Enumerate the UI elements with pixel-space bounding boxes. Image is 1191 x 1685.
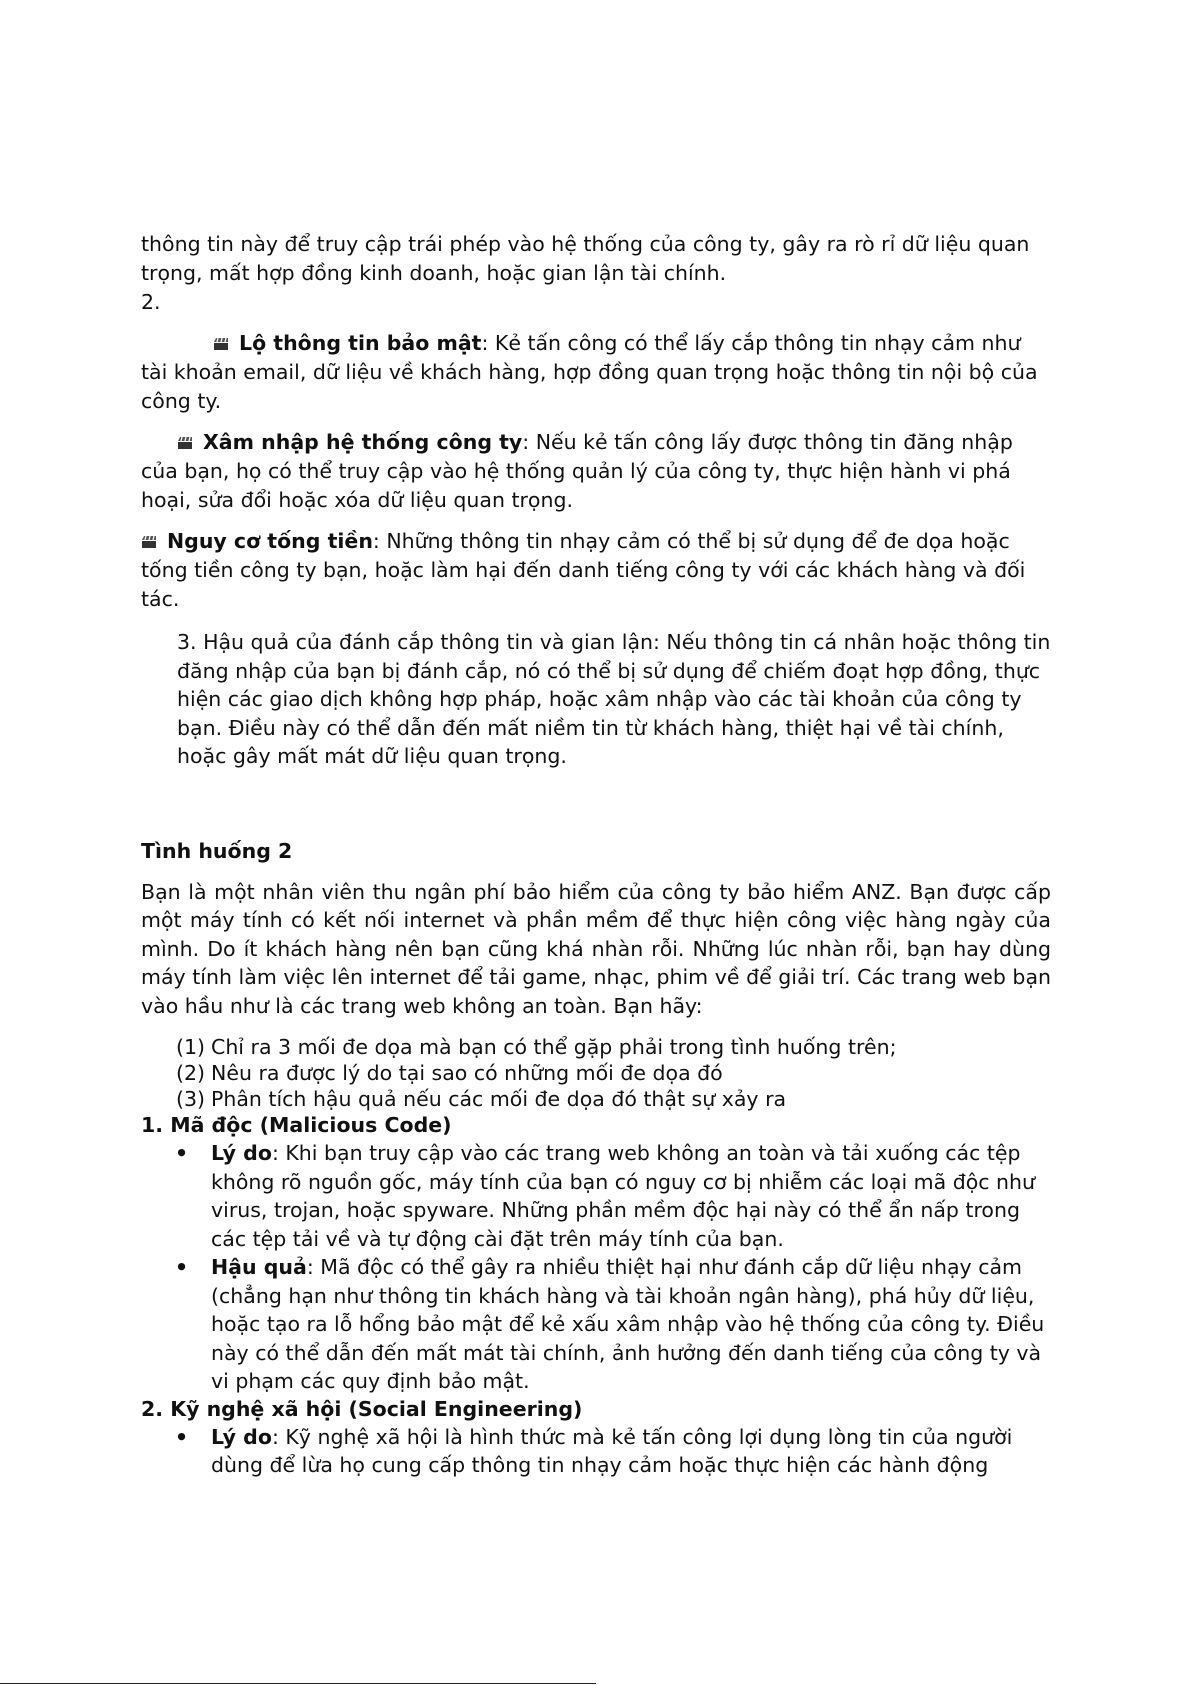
bullet-icon: •: [175, 1141, 189, 1165]
bullet-list: [141, 1423, 1051, 1480]
clapperboard-icon: [177, 436, 193, 450]
list-item: (3) Phân tích hậu quả nếu các mối đe dọa đó thật sự xảy ra: [176, 1087, 787, 1111]
list-item: (2) Nêu ra được lý do tại sao có những mối đe dọa đó: [176, 1061, 723, 1085]
impact-item-extortion: [141, 527, 1051, 614]
question-list: [141, 1034, 1051, 1112]
impact-text: : Kẻ tấn công có thể lấy cắp thông tin nhạy cảm như tài khoản email, dữ liệu về khách hàng, hợp đồng quan trọng hoặc thông tin nội bộ của công ty.: [141, 331, 1038, 413]
clapperboard-icon: [141, 535, 157, 549]
impact-title: Nguy cơ tống tiền: [167, 529, 373, 553]
bullet-icon: •: [175, 1255, 189, 1279]
scenario-heading: Tình huống 2: [141, 838, 293, 863]
consequence-item-3: 3. Hậu quả của đánh cắp thông tin và gian lận: Nếu thông tin cá nhân hoặc thông tin đăng nhập của bạn bị đánh cắp, nó có thể bị sử dụng để chiếm đoạt hợp đồng, thực hiện các giao dịch không hợp pháp, hoặc xâm nhập vào các tài khoản của công ty bạn. Điều này có thể dẫn đến mất niềm tin từ khách hàng, thiệt hại về tài chính, hoặc gây mất mát dữ liệu quan trọng.: [177, 630, 1051, 768]
impact-title: Xâm nhập hệ thống công ty: [203, 430, 523, 454]
impact-text: : Những thông tin nhạy cảm có thể bị sử dụng để đe dọa hoặc tống tiền công ty bạn, hoặc làm hại đến danh tiếng công ty với các khách hàng và đối tác.: [141, 529, 1026, 611]
impact-item-data-leak: [141, 329, 1051, 416]
list-item: (1) Chỉ ra 3 mối đe dọa mà bạn có thể gặp phải trong tình huống trên;: [176, 1035, 897, 1059]
impact-text: : Nếu kẻ tấn công lấy được thông tin đăng nhập của bạn, họ có thể truy cập vào hệ thống quản lý của công ty, thực hiện hành vi phá hoại, sửa đổi hoặc xóa dữ liệu quan trọng.: [141, 430, 1013, 512]
list-item: • Lý do: Kỹ nghệ xã hội là hình thức mà kẻ tấn công lợi dụng lòng tin của người dùng để lừa họ cung cấp thông tin nhạy cảm hoặc thực hiện các hành động: [175, 1424, 1013, 1477]
continuation-paragraph: thông tin này để truy cập trái phép vào hệ thống của công ty, gây ra rò rỉ dữ liệu quan trọng, mất hợp đồng kinh doanh, hoặc gian lận tài chính.: [141, 232, 1030, 285]
footnote-divider: [0, 1683, 596, 1684]
bullet-icon: •: [175, 1424, 189, 1449]
section-title-malicious-code: 1. Mã độc (Malicious Code): [141, 1113, 452, 1137]
clapperboard-icon: [213, 337, 229, 351]
bullet-list: [141, 1139, 1051, 1396]
impact-item-system-intrusion: [141, 428, 1051, 515]
list-item: • Hậu quả: Mã độc có thể gây ra nhiều thiệt hại như đánh cắp dữ liệu nhạy cảm (chẳng hạn như thông tin khách hàng và tài khoản ngân hàng), phá hủy dữ liệu, hoặc tạo ra lỗ hổng bảo mật để kẻ xấu xâm nhập vào hệ thống của công ty. Điều này có thể dẫn đến mất mát tài chính, ảnh hưởng đến danh tiếng của công ty và vi phạm các quy định bảo mật.: [175, 1255, 1045, 1393]
section-title-social-engineering: 2. Kỹ nghệ xã hội (Social Engineering): [141, 1396, 583, 1421]
scenario-body: Bạn là một nhân viên thu ngân phí bảo hiểm của công ty bảo hiểm ANZ. Bạn được cấp một máy tính có kết nối internet và phần mềm để thực hiện công việc hàng ngày của mình. Do ít khách hàng nên bạn cũng khá nhàn rỗi. Những lúc nhàn rỗi, bạn hay dùng máy tính làm việc lên internet để tải game, nhạc, phim về để giải trí. Các trang web bạn vào hầu như là các trang web không an toàn. Bạn hãy:: [141, 879, 1051, 1018]
list-number: 2.: [141, 290, 161, 314]
impact-title: Lộ thông tin bảo mật: [239, 331, 482, 355]
list-item: • Lý do: Khi bạn truy cập vào các trang web không an toàn và tải xuống các tệp không rõ nguồn gốc, máy tính của bạn có nguy cơ bị nhiễm các loại mã độc như virus, trojan, hoặc spyware. Những phần mềm độc hại này có thể ẩn nấp trong các tệp tải về và tự động cài đặt trên máy tính của bạn.: [175, 1141, 1036, 1251]
document-page: [141, 230, 1051, 1480]
